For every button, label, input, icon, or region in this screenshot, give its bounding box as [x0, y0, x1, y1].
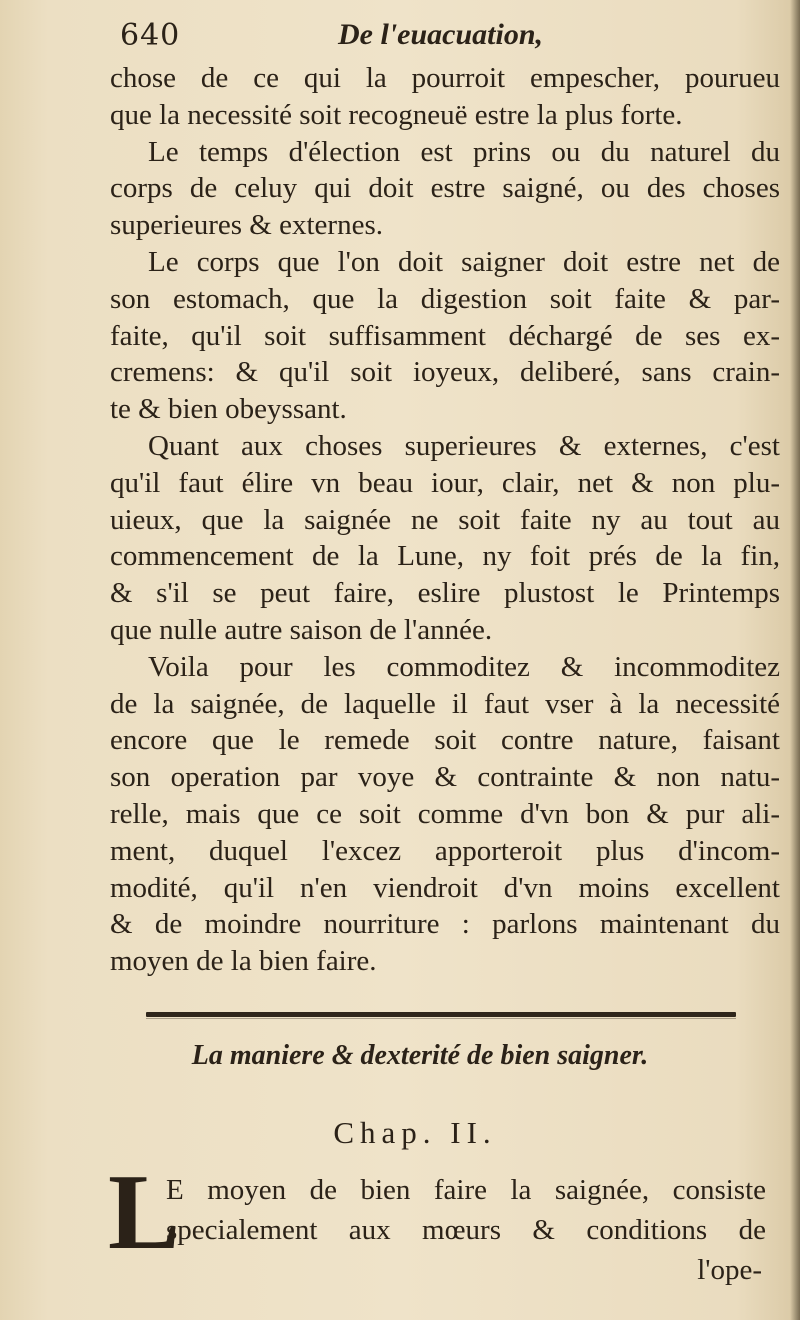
chapter-text-line: specialement aux mœurs & conditions de — [166, 1214, 766, 1246]
body-text — [110, 60, 780, 980]
chapter-opening-text — [166, 1170, 766, 1250]
page-number: 640 — [120, 18, 181, 53]
text-line: encore que le remede soit contre nature, faisant — [110, 724, 780, 757]
text-line: chose de ce qui la pourroit empescher, pourueu — [110, 62, 780, 94]
text-line: modité, qu'il n'en viendroit d'vn moins excellent — [110, 871, 780, 904]
text-line: de la saignée, de laquelle il faut vser à la necessité — [110, 687, 780, 720]
text-line: Quant aux choses superieures & externes, c'est — [148, 429, 780, 462]
text-line: faite, qu'il soit suffisamment déchargé de ses ex- — [110, 319, 780, 352]
text-line: Le corps que l'on doit saigner doit estre net de — [148, 245, 780, 278]
section-heading: La maniere & dexterité de bien saigner. — [191, 1040, 649, 1071]
drop-cap: L — [108, 1153, 181, 1272]
text-line: son estomach, que la digestion soit faite & par- — [110, 282, 780, 315]
running-title: De l'euacuation, — [338, 18, 544, 51]
text-line: que la necessité soit recogneuë estre la plus forte. — [110, 98, 683, 131]
text-line: qu'il faut élire vn beau iour, clair, net & non plu- — [110, 466, 780, 499]
text-line: te & bien obeyssant. — [110, 393, 347, 426]
chapter-label: Chap. II. — [333, 1115, 497, 1150]
text-line: Le temps d'élection est prins ou du naturel du — [148, 135, 780, 168]
text-line: uieux, que la saignée ne soit faite ny au tout au — [110, 503, 780, 536]
catchword: l'ope- — [697, 1254, 762, 1286]
text-line: Voila pour les commoditez & incommoditez — [148, 650, 780, 683]
text-line: son operation par voye & contrainte & non natu- — [110, 761, 780, 794]
text-line: que nulle autre saison de l'année. — [110, 613, 493, 646]
text-line: & de moindre nourriture : parlons maintenant du — [110, 908, 780, 941]
section-divider — [146, 1012, 736, 1017]
page-header — [0, 18, 800, 62]
text-line: superieures & externes. — [110, 209, 383, 242]
text-line: cremens: & qu'il soit ioyeux, deliberé, sans crain- — [110, 356, 780, 389]
text-line: moyen de la bien faire. — [110, 945, 377, 978]
text-line: commencement de la Lune, ny foit prés de la fin, — [110, 540, 780, 573]
chapter-text-line: E moyen de bien faire la saignée, consiste — [166, 1174, 766, 1206]
text-line: ment, duquel l'excez apporteroit plus d'incom- — [110, 834, 780, 867]
text-line: relle, mais que ce soit comme d'vn bon & pur ali- — [110, 797, 780, 830]
text-line: & s'il se peut faire, eslire plustost le Printemps — [110, 577, 780, 610]
text-line: corps de celuy qui doit estre saigné, ou des choses — [110, 172, 780, 205]
